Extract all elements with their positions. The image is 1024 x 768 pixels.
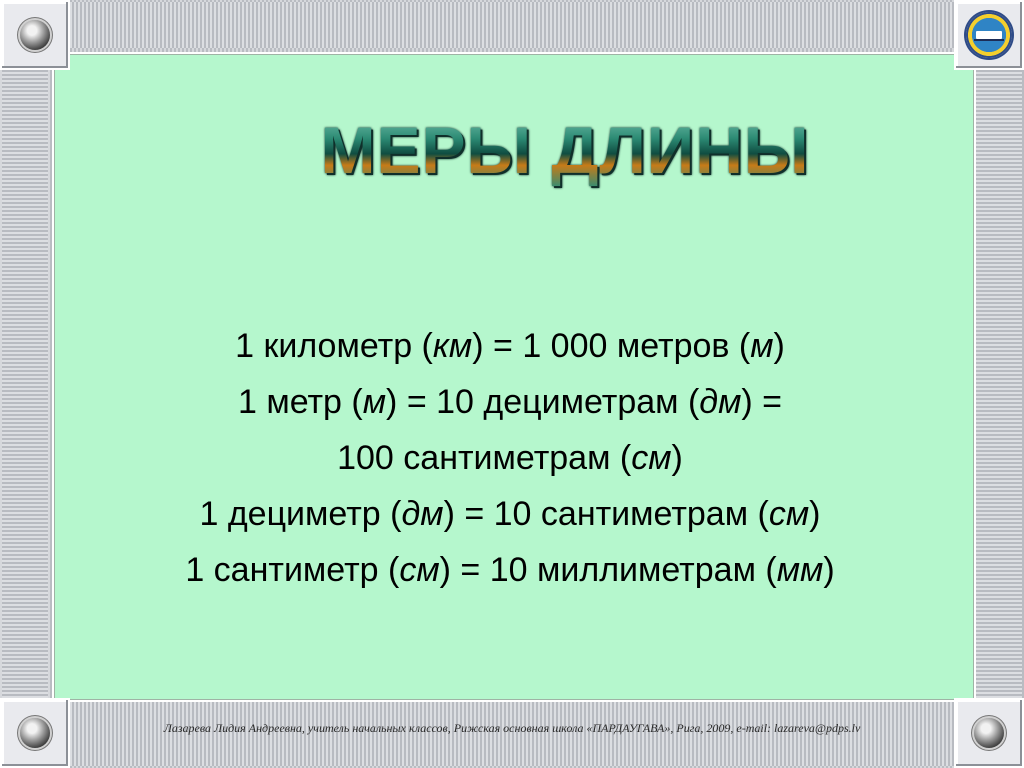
- line-text: ) = 10 дециметрам (: [386, 383, 700, 421]
- conversion-list: [70, 318, 950, 598]
- corner-bottom-right: [954, 698, 1024, 768]
- line-text: 1 километр (: [235, 327, 433, 365]
- line-text: ): [773, 327, 785, 365]
- unit-abbreviation: мм: [776, 551, 824, 589]
- line-text: ): [823, 551, 835, 589]
- unit-abbreviation: дм: [699, 383, 742, 421]
- conversion-line: [70, 374, 950, 430]
- line-text: 1 метр (: [237, 383, 363, 421]
- line-text: ) = 10 сантиметрам (: [443, 495, 769, 533]
- unit-abbreviation: м: [362, 383, 387, 421]
- unit-abbreviation: см: [768, 495, 810, 533]
- line-text: 1 дециметр (: [199, 495, 402, 533]
- line-text: ) =: [741, 383, 783, 421]
- unit-abbreviation: м: [750, 327, 774, 365]
- corner-top-right: [954, 0, 1024, 70]
- line-text: ) = 10 миллиметрам (: [439, 551, 777, 589]
- frame-left-rail: [2, 70, 48, 698]
- corner-top-left: [0, 0, 70, 70]
- line-text: ) = 1 000 метров (: [472, 327, 751, 365]
- conversion-line: [70, 486, 950, 542]
- knob-icon: [20, 718, 50, 748]
- frame-right-rail: [976, 70, 1022, 698]
- line-text: ): [671, 439, 683, 477]
- conversion-line: [70, 318, 950, 374]
- knob-icon: [20, 20, 50, 50]
- corner-bottom-left: [0, 698, 70, 768]
- unit-abbreviation: дм: [401, 495, 444, 533]
- unit-abbreviation: км: [432, 327, 473, 365]
- conversion-line: [70, 430, 950, 486]
- unit-abbreviation: см: [631, 439, 672, 477]
- knob-icon: [974, 718, 1004, 748]
- line-text: ): [809, 495, 821, 533]
- conversion-line: [70, 542, 950, 598]
- frame-top-rail: [70, 2, 954, 48]
- slide-title: МЕРЫ ДЛИНЫ: [220, 112, 910, 188]
- line-text: 1 сантиметр (: [185, 551, 400, 589]
- author-footer: Лазарева Лидия Андреевна, учитель начальных классов, Рижская основная школа «ПАРДАУГАВА», Рига, 2009, e-mail: lazareva@pdps.lv: [163, 721, 861, 735]
- school-logo-icon: [966, 12, 1012, 58]
- unit-abbreviation: см: [399, 551, 440, 589]
- line-text: 100 сантиметрам (: [337, 439, 632, 477]
